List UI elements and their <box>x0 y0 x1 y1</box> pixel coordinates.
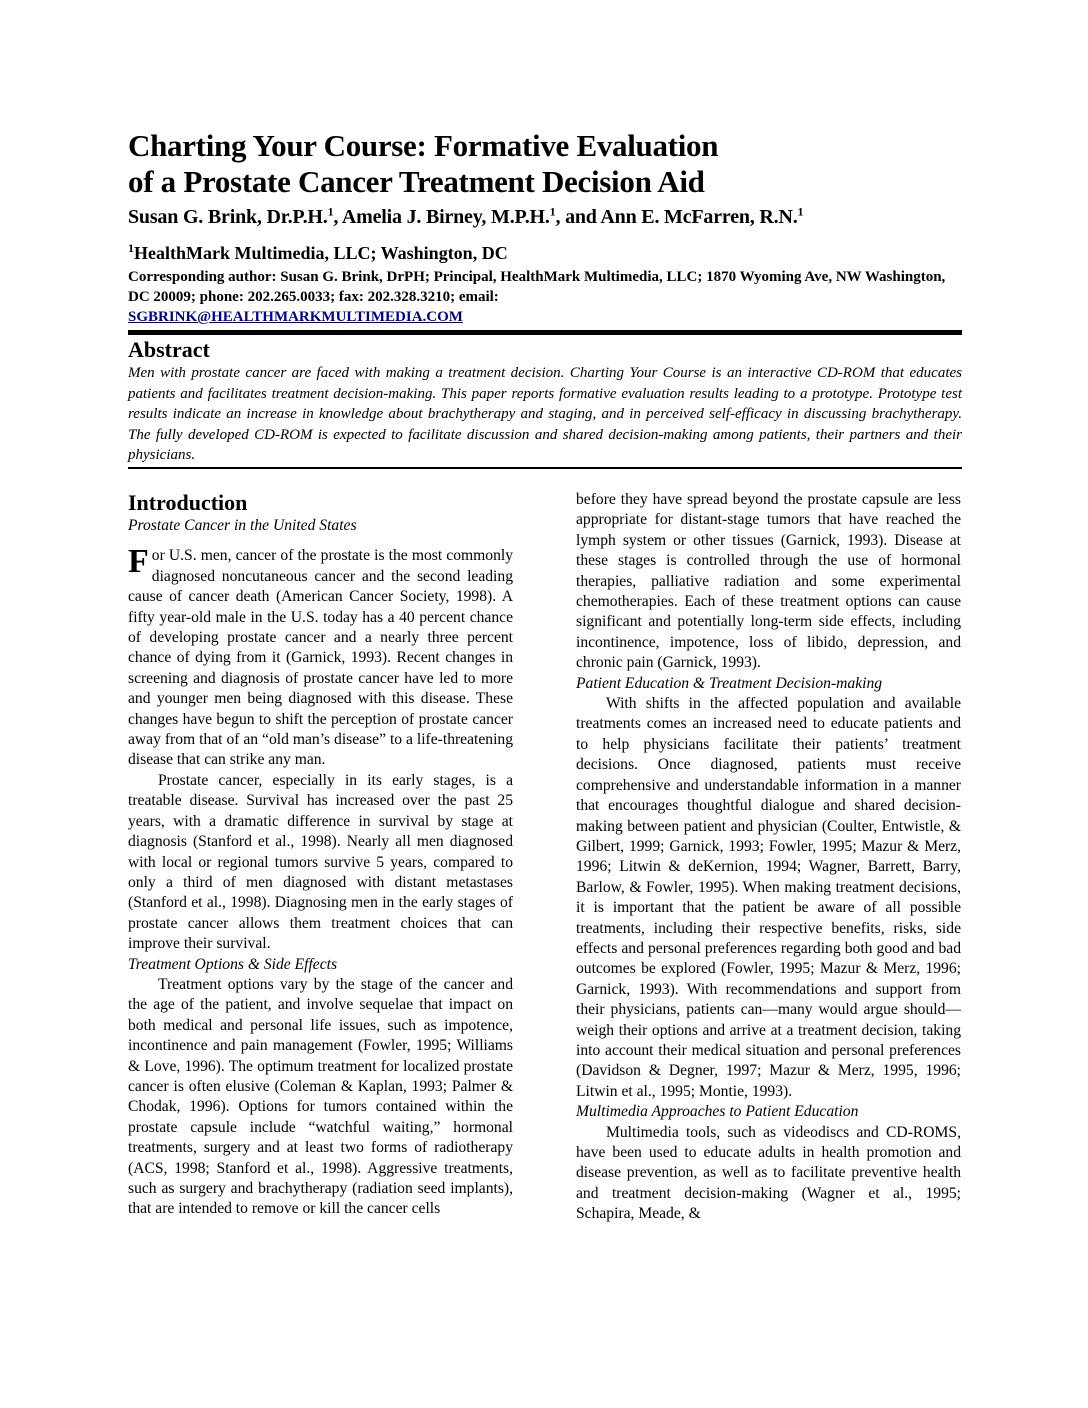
introduction-heading: Introduction <box>128 490 248 515</box>
email-link[interactable]: SGBRINK@HEALTHMARKMULTIMEDIA.COM <box>128 309 463 325</box>
title-line-2: of a Prostate Cancer Treatment Decision Aid <box>128 164 705 199</box>
right-column <box>576 490 961 1225</box>
subheading-multimedia: Multimedia Approaches to Patient Education <box>576 1103 859 1121</box>
title-line-1: Charting Your Course: Formative Evaluation <box>128 128 719 163</box>
author-3-affil-mark: 1 <box>797 204 804 219</box>
header-divider <box>128 330 962 335</box>
author-2: , Amelia J. Birney, M.P.H. <box>333 206 550 228</box>
abstract-divider <box>128 467 962 469</box>
author-1-affil-mark: 1 <box>327 204 334 219</box>
subheading-prostate-cancer-us: Prostate Cancer in the United States <box>128 517 357 534</box>
left-column <box>128 490 513 1220</box>
affiliation <box>128 242 962 264</box>
paragraph-intro-1 <box>128 543 513 770</box>
abstract-text: Men with prostate cancer are faced with making a treatment decision. Charting Your Course is an interactive CD-ROM that educates patients and facilitates treatment decision-making. This paper reports formative evaluation results leading to a prototype. Prototype test results indicate an increase in knowledge about brachytherapy and staging, and in perceived self-efficacy in discussing brachytherapy. The fully developed CD-ROM is expected to facilitate discussion and shared decision-making among patients, their partners and their physicians. <box>128 365 962 464</box>
paper-title <box>128 128 962 200</box>
author-3: , and Ann E. McFarren, R.N. <box>555 206 798 228</box>
abstract-heading: Abstract <box>128 337 210 362</box>
corresponding-author <box>128 267 962 327</box>
paragraph-treatment-2: before they have spread beyond the prostate capsule are less appropriate for distant-stage tumors that have reached the lymph system or other tissues (Garnick, 1993). Disease at these stages is controlled through the use of hormonal therapies, palliative radiation and some experimental chemotherapies. Each of these treatment options can cause significant and potentially long-term side effects, including incontinence, impotence, loss of libido, depression, and chronic pain (Garnick, 1993). <box>576 491 961 672</box>
paragraph-multimedia: Multimedia tools, such as videodiscs and CD-ROMS, have been used to educate adults in health promotion and disease prevention, as well as to facilitate preventive health and treatment decision-making (Wagner et al., 1995; Schapira, Meade, & <box>576 1123 961 1223</box>
author-1: Susan G. Brink, Dr.P.H. <box>128 206 328 228</box>
subheading-patient-education: Patient Education & Treatment Decision-making <box>576 674 883 692</box>
subheading-treatment-options: Treatment Options & Side Effects <box>128 955 338 973</box>
paper-header <box>128 128 962 469</box>
affiliation-text: HealthMark Multimedia, LLC; Washington, DC <box>134 243 508 263</box>
author-list <box>128 204 962 230</box>
affiliation-mark: 1 <box>128 241 134 255</box>
drop-cap: F <box>128 543 149 581</box>
paragraph-intro-2: Prostate cancer, especially in its early stages, is a treatable disease. Survival has increased over the past 25 years, with a dramatic difference in survival by stage at diagnosis (Stanford et al., 1998). Nearly all men diagnosed with local or regional tumors survive 5 years, compared to only a third of men diagnosed with distant metastases (Stanford et al., 1998). Diagnosing men in the early stages of prostate cancer allows them treatment choices that can improve their survival. <box>128 771 513 953</box>
author-2-affil-mark: 1 <box>549 204 556 219</box>
paragraph-patient-education: With shifts in the affected population and available treatments comes an increased need to educate patients and to help physicians facilitate their patients’ treatment decisions. Once diagnosed, patients must receive comprehensive and understandable information in a manner that encourages thoughtful dialogue and shared decision-making between patient and physician (Coulter, Entwistle, & Gilbert, 1999; Garnick, 1993; Fowler, 1995; Mazur & Merz, 1996; Litwin & deKernion, 1994; Wagner, Barrett, Barry, Barlow, & Fowler, 1995). When making treatment decisions, it is important that the patient be aware of all possible treatments, including their respective benefits, risks, side effects and personal preferences regarding both good and bad outcomes be explored (Fowler, 1995; Mazur & Merz, 1996; Garnick, 1993). With recommendations and support from their physicians, patients can—many would argue should—weigh their options and arrive at a treatment decision, taking into account their medical situation and personal preferences (Davidson & Degner, 1997; Mazur & Merz, 1995, 1996; Litwin et al., 1995; Montie, 1993). <box>576 695 961 1100</box>
corresponding-author-text: Corresponding author: Susan G. Brink, DrPH; Principal, HealthMark Multimedia, LLC; 1870 Wyoming Ave, NW Washington, DC 20009; phone: 202.265.0033; fax: 202.328.3210; email: <box>128 269 946 305</box>
paragraph-treatment-1: Treatment options vary by the stage of the cancer and the age of the patient, and involve sequelae that impact on both medical and personal life issues, such as impotence, incontinence and pain management (Fowler, 1995; Williams & Love, 1996). The optimum treatment for localized prostate cancer is often elusive (Coleman & Kaplan, 1993; Palmer & Chodak, 1996). Options for tumors contained within the prostate capsule include “watchful waiting,” hormonal treatments, surgery and at least two forms of radiotherapy (ACS, 1998; Stanford et al., 1998). Aggressive treatments, such as surgery and brachytherapy (radiation seed implants), that are intended to remove or kill the cancer cells <box>128 975 513 1218</box>
paragraph-intro-1-text: or U.S. men, cancer of the prostate is the most commonly diagnosed noncutaneous cancer and the second leading cause of cancer death (American Cancer Society, 1998). A fifty year-old male in the U.S. today has a 40 percent chance of developing prostate cancer and a nearly three percent chance of dying from it (Garnick, 1993). Recent changes in screening and diagnosis of prostate cancer have led to more and younger men being diagnosed with this disease. These changes have begun to shift the perception of prostate cancer away from that of an “old man’s disease” to a life-threatening disease that can strike any man. <box>128 547 513 769</box>
